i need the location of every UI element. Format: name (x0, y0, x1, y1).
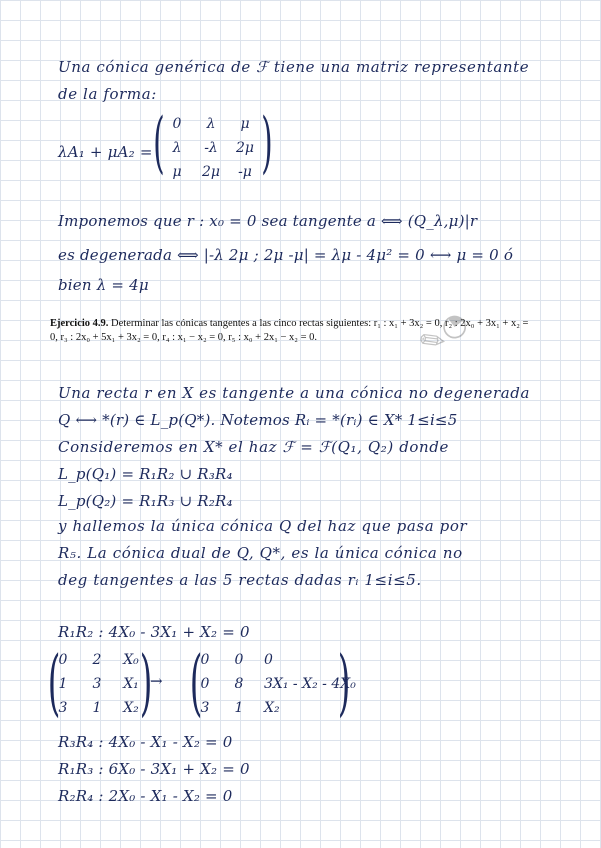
right-paren-matrix-right: ) (337, 640, 351, 724)
matrix-row (160, 160, 262, 184)
arrow-icon: → (150, 672, 163, 690)
matrix-cell: λ (172, 140, 182, 156)
eq-r2r4: R₂R₄ : 2X₀ - X₁ - X₂ = 0 (58, 787, 233, 805)
exercise-statement (50, 317, 565, 345)
matrix-cell: 3 (200, 700, 210, 716)
matrix-cell: 1 (234, 700, 244, 716)
eq-r1r3: R₁R₃ : 6X₀ - 3X₁ + X₂ = 0 (58, 760, 250, 778)
left-paren-matrix-right: ( (189, 640, 203, 724)
matrix-cell: 0 (264, 652, 273, 668)
matrix-cell: X₀ (123, 652, 139, 668)
p2-line-5: L_p(Q₂) = R₁R₃ ∪ R₂R₄ (58, 492, 233, 510)
matrix-cell: X₂ (264, 700, 280, 716)
matrix-cell: 0 (234, 652, 244, 668)
matrix-row (160, 136, 262, 160)
exercise-line-2: 0, r₃ : 2x₀ + 5x₁ + 3x₂ = 0, r₄ : x₁ − x₂ = 0, r₅ : x₀ + 2x₁ − x₂ = 0. (50, 332, 318, 343)
matrix-cell: λ (206, 116, 216, 132)
p2-line-3: Consideremos en X* el haz ℱ = ℱ(Q₁, Q₂) donde (58, 438, 449, 456)
matrix-cell: 0 (200, 676, 210, 692)
matrix-cell: 2μ (201, 164, 220, 180)
matrix-cell: 3 (58, 700, 68, 716)
matrix-cell: 1 (92, 700, 102, 716)
p2-line-1: Una recta r en X es tangente a una cónica no degenerada (58, 384, 531, 402)
matrix-cell: 1 (58, 676, 68, 692)
matrix-cell: 0 (58, 652, 68, 668)
matrix-cell: 3 (92, 676, 102, 692)
matrix-cell: -λ (204, 140, 218, 156)
eq-r1r2: R₁R₂ : 4X₀ - 3X₁ + X₂ = 0 (58, 623, 250, 641)
matrix-cell: 3X₁ - X₂ - 4X₀ (264, 676, 356, 692)
impose-line-2: es degenerada ⟺ |-λ 2μ ; 2μ -μ| = λμ - 4μ² = 0 ⟷ μ = 0 ó (58, 246, 514, 264)
matrix-cell: -μ (238, 164, 252, 180)
matrix-cell: μ (172, 164, 182, 180)
eq-r3r4: R₃R₄ : 4X₀ - X₁ - X₂ = 0 (58, 733, 233, 751)
impose-line-1: Imponemos que r : x₀ = 0 sea tangente a ⟺ (Q_λ,μ)|r (58, 212, 478, 230)
matrix-right (188, 648, 356, 720)
intro-line-1: Una cónica genérica de ℱ tiene una matriz representante (58, 58, 530, 76)
matrix-cell: 8 (234, 676, 244, 692)
intro-line-2: de la forma: (58, 85, 157, 103)
matrix-row (188, 696, 356, 720)
exercise-label: Ejercicio 4.9. (50, 318, 109, 329)
matrix-row (188, 672, 356, 696)
exercise-text-1: Determinar las cónicas tangentes a las cinco rectas siguientes: r₁ : x₁ + 3x₂ = 0, r₂ : 2x₀ + 3x₁ + x₂ = (108, 318, 529, 329)
matrix-row (46, 648, 148, 672)
pencil-matrix (160, 112, 262, 184)
p2-line-2: Q ⟷ *(r) ∈ L_p(Q*). Notemos Rᵢ = *(rᵢ) ∈ X* 1≤i≤5 (58, 411, 458, 429)
impose-line-3: bien λ = 4μ (58, 276, 149, 294)
matrix-cell: 0 (200, 652, 210, 668)
pencil-expression: λA₁ + μA₂ = (58, 143, 153, 161)
matrix-left (46, 648, 148, 720)
p2-line-6: y hallemos la única cónica Q del haz que pasa por (58, 517, 468, 535)
right-paren-pencil: ) (261, 104, 273, 181)
exercise-line-1 (50, 317, 565, 331)
right-paren-matrix-left: ) (139, 640, 153, 724)
matrix-row (46, 672, 148, 696)
matrix-row (160, 112, 262, 136)
p2-line-4: L_p(Q₁) = R₁R₂ ∪ R₃R₄ (58, 465, 233, 483)
matrix-cell: 2μ (235, 140, 254, 156)
left-paren-matrix-left: ( (47, 640, 61, 724)
watermark-stamp: ✎◔ (412, 303, 475, 364)
matrix-cell: μ (240, 116, 250, 132)
p2-line-8: deg tangentes a las 5 rectas dadas rᵢ 1≤i≤5. (58, 571, 422, 589)
matrix-row (188, 648, 356, 672)
matrix-cell: 0 (172, 116, 182, 132)
matrix-row (46, 696, 148, 720)
left-paren-pencil: ( (153, 104, 165, 181)
p2-line-7: R₅. La cónica dual de Q, Q*, es la única cónica no (58, 544, 463, 562)
matrix-cell: X₁ (123, 676, 139, 692)
matrix-cell: 2 (92, 652, 102, 668)
matrix-cell: X₂ (123, 700, 139, 716)
